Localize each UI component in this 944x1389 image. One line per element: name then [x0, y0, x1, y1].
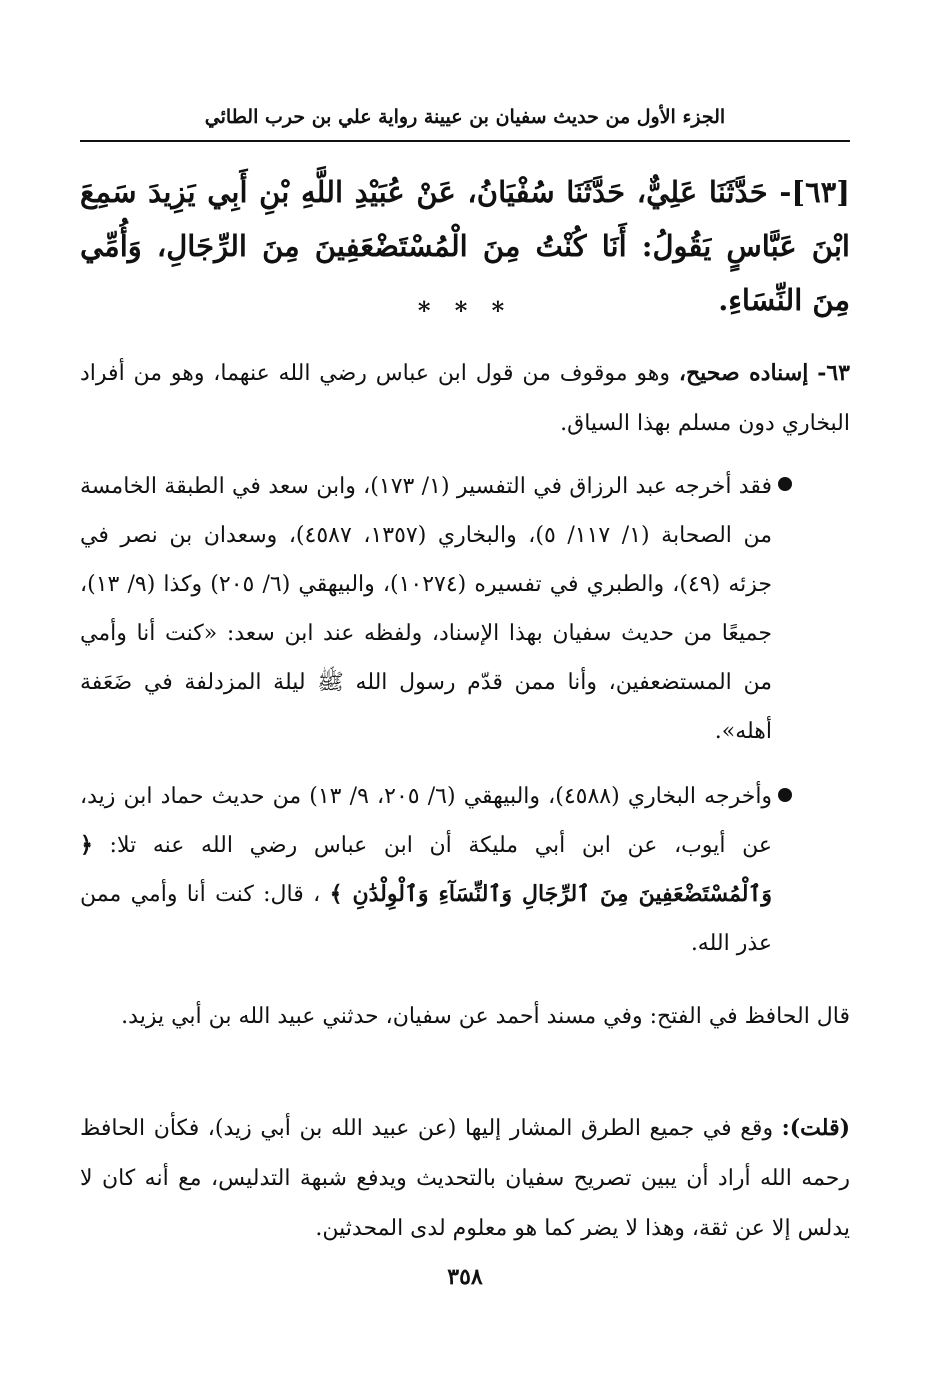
- takhrij-item: فقد أخرجه عبد الرزاق في التفسير (١/ ١٧٣)، وابن سعد في الطبقة الخامسة من الصحابة (١/ ١١٧/ ٥)، والبخاري (١٣٥٧، ٤٥٨٧)، وسعدان بن نصر في جزئه (٤٩)، والطبري في تفسيره (١٠٢٧٤)، والبيهقي (٦/ ٢٠٥) وكذا (٩/ ١٣)، جميعًا من حديث سفيان بهذا الإسناد، ولفظه عند ابن سعد: «كنت أنا وأمي من المستضعفين، وأنا ممن قدّم رسول الله ﷺ ليلة المزدلفة في ضَعَفة أهله».: [80, 474, 773, 744]
- takhrij-item: [80, 772, 772, 968]
- takhrij-text-after: ، قال: كنت أنا وأمي ممن عذر الله.: [80, 882, 772, 956]
- bullet-icon: [778, 477, 792, 491]
- header-divider: [80, 140, 850, 142]
- author-comment: [80, 1103, 850, 1254]
- hadith-text: [٦٣]- حَدَّثَنَا عَلِيٌّ، حَدَّثَنَا سُفْيَانُ، عَنْ عُبَيْدِ اللَّهِ بْنِ أَبِي يَزِيدَ سَمِعَ ابْنَ عَبَّاسٍ يَقُولُ: أَنَا كُنْتُ مِنَ الْمُسْتَضْعَفِينَ مِنَ الرِّجَالِ، وَأُمِّي مِنَ النِّسَاءِ.: [80, 175, 850, 317]
- page-number: ٣٥٨: [447, 1264, 483, 1290]
- author-comment-text: وقع في جميع الطرق المشار إليها (عن عبيد الله بن أبي زيد)، فكأن الحافظ رحمه الله أراد أن يبين تصريح سفيان بالتحديث ويدفع شبهة التدليس، مع أنه كان لا يدلس إلا عن ثقة، وهذا لا يضر كما هو معلوم لدى المحدثين.: [80, 1116, 850, 1241]
- grading-number: ٦٣-: [817, 360, 850, 386]
- hafiz-note: قال الحافظ في الفتح: وفي مسند أحمد عن سفيان، حدثني عبيد الله بن أبي يزيد.: [121, 1004, 850, 1029]
- quran-verse: ﴿ وَٱلْمُسْتَضْعَفِينَ مِنَ ٱلرِّجَالِ وَٱلنِّسَآءِ وَٱلْوِلْدَٰنِ ﴾: [80, 832, 773, 907]
- author-comment-label: (قلت):: [781, 1115, 850, 1141]
- section-separator: * * *: [417, 296, 513, 325]
- grading-paragraph: [80, 348, 850, 449]
- bullet-icon: [778, 788, 792, 802]
- grading-label: إسناده صحيح،: [678, 360, 809, 386]
- running-header: الجزء الأول من حديث سفيان بن عيينة رواية علي بن حرب الطائي: [204, 106, 726, 128]
- grading-text: وهو موقوف من قول ابن عباس رضي الله عنهما، وهو من أفراد البخاري دون مسلم بهذا السياق.: [80, 361, 850, 436]
- takhrij-text-before: وأخرجه البخاري (٤٥٨٨)، والبيهقي (٦/ ٢٠٥، ٩/ ١٣) من حديث حماد ابن زيد، عن أيوب، عن ابن أبي مليكة أن ابن عباس رضي الله عنه تلا:: [80, 784, 773, 858]
